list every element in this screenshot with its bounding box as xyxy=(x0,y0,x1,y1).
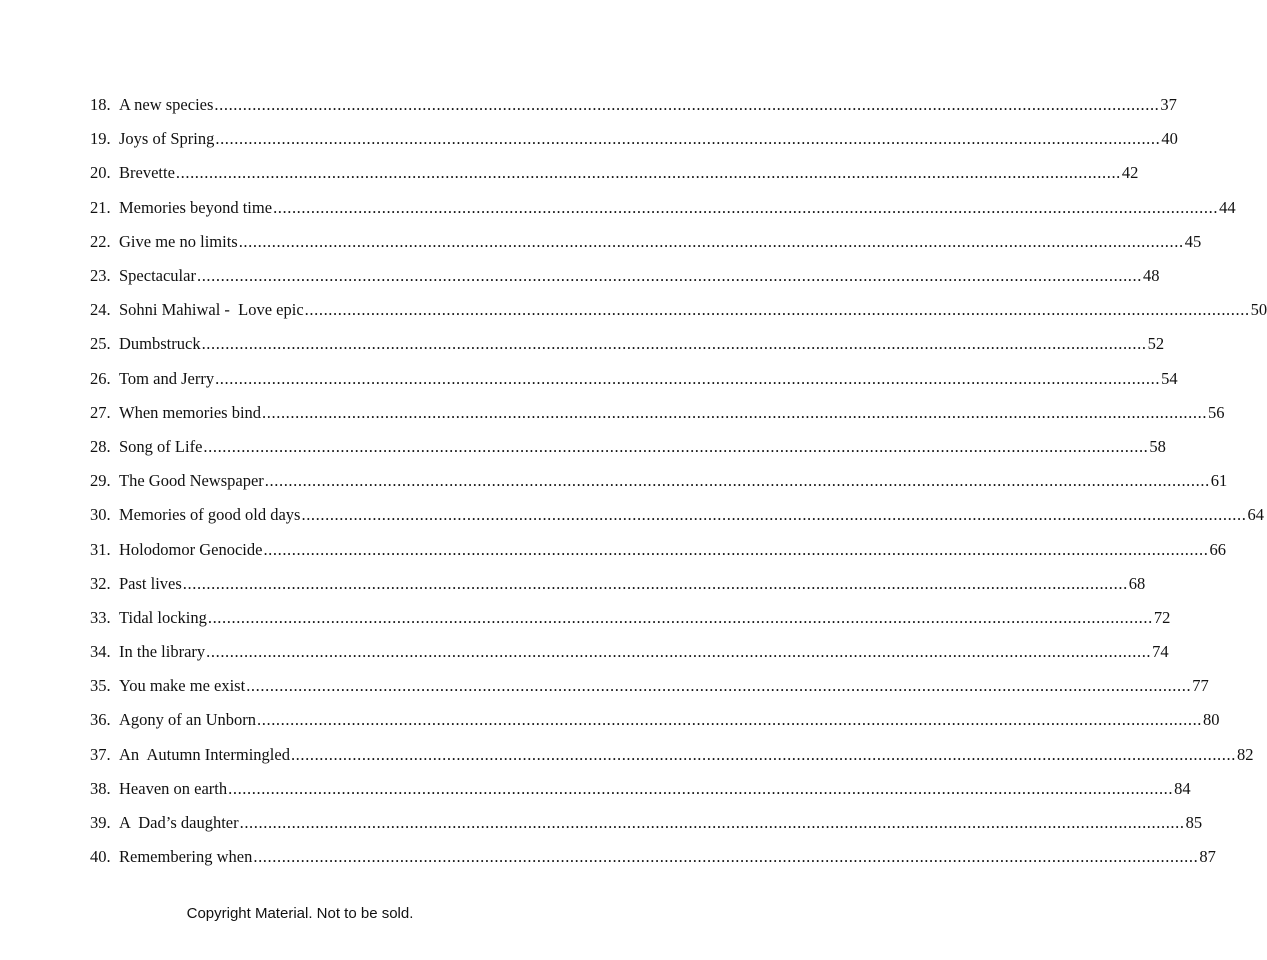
toc-entry xyxy=(90,327,1165,361)
toc-entry-page: 64 xyxy=(1247,505,1264,525)
toc-entry-title: Memories of good old days xyxy=(119,505,301,525)
toc-entry-number: 34. xyxy=(90,642,111,662)
toc-entry-page: 77 xyxy=(1192,676,1209,696)
table-of-contents xyxy=(90,88,1267,874)
toc-entry xyxy=(90,156,1139,190)
toc-dot-leader: ........................................................................................................................................................................................................ xyxy=(201,334,1147,354)
toc-entry-page: 42 xyxy=(1121,163,1139,183)
toc-dot-leader: ........................................................................................................................................................................................................ xyxy=(238,231,1184,251)
toc-entry-page: 45 xyxy=(1184,231,1202,251)
toc-entry-number: 33. xyxy=(90,607,111,627)
toc-dot-leader: ........................................................................................................................................................................................................ xyxy=(228,778,1174,798)
toc-entry-page: 40 xyxy=(1161,129,1178,149)
toc-entry xyxy=(90,738,1254,772)
toc-entry-title: Remembering when xyxy=(119,847,253,867)
toc-entry-number: 28. xyxy=(90,436,111,456)
toc-entry-title: Past lives xyxy=(119,573,182,593)
toc-entry-title: Give me no limits xyxy=(119,231,238,251)
toc-entry-title: The Good Newspaper xyxy=(119,471,264,491)
toc-entry xyxy=(90,191,1236,225)
toc-entry-page: 52 xyxy=(1147,334,1165,354)
toc-dot-leader: ........................................................................................................................................................................................................ xyxy=(290,744,1236,764)
toc-entry-title: When memories bind xyxy=(119,402,262,422)
toc-entry-page: 84 xyxy=(1174,778,1191,798)
toc-entry-title: Memories beyond time xyxy=(119,197,273,217)
toc-entry-page: 54 xyxy=(1161,368,1178,388)
toc-entry-title: Song of Life xyxy=(119,436,203,456)
toc-entry xyxy=(90,635,1169,669)
toc-entry xyxy=(90,498,1264,532)
toc-entry xyxy=(90,293,1267,327)
toc-entry xyxy=(90,88,1177,122)
toc-entry xyxy=(90,601,1171,635)
toc-dot-leader: ........................................................................................................................................................................................................ xyxy=(257,710,1203,730)
toc-entry-number: 30. xyxy=(90,505,111,525)
toc-entry-number: 37. xyxy=(90,744,111,764)
toc-dot-leader: ........................................................................................................................................................................................................ xyxy=(206,642,1152,662)
toc-entry-number: 36. xyxy=(90,710,111,730)
toc-entry-page: 61 xyxy=(1210,471,1228,491)
toc-entry-page: 37 xyxy=(1160,95,1177,115)
toc-entry-number: 26. xyxy=(90,368,111,388)
toc-entry-title: Spectacular xyxy=(119,266,196,286)
toc-entry-page: 44 xyxy=(1219,197,1236,217)
toc-entry xyxy=(90,532,1226,566)
toc-dot-leader: ........................................................................................................................................................................................................ xyxy=(301,505,1247,525)
toc-entry-number: 39. xyxy=(90,813,111,833)
toc-entry-title: A Dad’s daughter xyxy=(119,813,239,833)
toc-entry-page: 72 xyxy=(1153,607,1171,627)
toc-entry-number: 23. xyxy=(90,266,111,286)
toc-entry xyxy=(90,703,1220,737)
toc-entry-number: 19. xyxy=(90,129,111,149)
toc-dot-leader: ........................................................................................................................................................................................................ xyxy=(246,676,1192,696)
toc-entry-page: 74 xyxy=(1152,642,1169,662)
toc-entry-title: Tom and Jerry xyxy=(119,368,215,388)
toc-dot-leader: ........................................................................................................................................................................................................ xyxy=(304,300,1250,320)
toc-entry-title: Sohni Mahiwal - Love epic xyxy=(119,300,304,320)
toc-dot-leader: ........................................................................................................................................................................................................ xyxy=(215,368,1161,388)
toc-entry-page: 58 xyxy=(1149,436,1166,456)
toc-entry xyxy=(90,396,1225,430)
toc-entry xyxy=(90,464,1228,498)
toc-entry-page: 66 xyxy=(1209,539,1226,559)
toc-entry xyxy=(90,806,1203,840)
toc-entry-number: 35. xyxy=(90,676,111,696)
toc-dot-leader: ........................................................................................................................................................................................................ xyxy=(264,471,1210,491)
toc-dot-leader: ........................................................................................................................................................................................................ xyxy=(203,436,1149,456)
toc-entry-title: Tidal locking xyxy=(119,607,207,627)
toc-entry xyxy=(90,430,1166,464)
toc-dot-leader: ........................................................................................................................................................................................................ xyxy=(214,95,1160,115)
copyright-footer: Copyright Material. Not to be sold. xyxy=(186,905,414,922)
toc-entry-title: Holodomor Genocide xyxy=(119,539,263,559)
toc-entry-page: 50 xyxy=(1250,300,1267,320)
toc-entry-number: 31. xyxy=(90,539,111,559)
toc-entry xyxy=(90,122,1178,156)
toc-entry-title: An Autumn Intermingled xyxy=(119,744,290,764)
toc-entry xyxy=(90,669,1209,703)
toc-entry-title: You make me exist xyxy=(119,676,246,696)
toc-entry xyxy=(90,772,1191,806)
toc-entry-number: 20. xyxy=(90,163,111,183)
toc-entry xyxy=(90,259,1160,293)
toc-entry-number: 38. xyxy=(90,778,111,798)
toc-dot-leader: ........................................................................................................................................................................................................ xyxy=(215,129,1161,149)
toc-dot-leader: ........................................................................................................................................................................................................ xyxy=(273,197,1219,217)
toc-entry xyxy=(90,840,1216,874)
toc-entry-number: 29. xyxy=(90,471,111,491)
toc-entry-title: Joys of Spring xyxy=(119,129,215,149)
toc-entry-page: 87 xyxy=(1199,847,1216,867)
toc-entry-page: 68 xyxy=(1128,573,1146,593)
toc-dot-leader: ........................................................................................................................................................................................................ xyxy=(196,266,1142,286)
toc-entry-title: Brevette xyxy=(119,163,175,183)
toc-entry-number: 21. xyxy=(90,197,111,217)
toc-entry-title: In the library xyxy=(119,642,206,662)
toc-dot-leader: ........................................................................................................................................................................................................ xyxy=(182,573,1128,593)
toc-entry-number: 25. xyxy=(90,334,111,354)
toc-dot-leader: ........................................................................................................................................................................................................ xyxy=(253,847,1199,867)
toc-dot-leader: ........................................................................................................................................................................................................ xyxy=(207,607,1153,627)
toc-dot-leader: ........................................................................................................................................................................................................ xyxy=(262,402,1208,422)
toc-entry-page: 85 xyxy=(1185,813,1203,833)
toc-entry-number: 40. xyxy=(90,847,111,867)
toc-entry-title: A new species xyxy=(119,95,214,115)
toc-entry-page: 82 xyxy=(1236,744,1254,764)
toc-entry-number: 24. xyxy=(90,300,111,320)
toc-entry-number: 27. xyxy=(90,402,111,422)
toc-dot-leader: ........................................................................................................................................................................................................ xyxy=(263,539,1209,559)
toc-entry xyxy=(90,362,1178,396)
toc-dot-leader: ........................................................................................................................................................................................................ xyxy=(239,813,1185,833)
toc-entry-number: 22. xyxy=(90,231,111,251)
toc-entry-number: 32. xyxy=(90,573,111,593)
toc-dot-leader: ........................................................................................................................................................................................................ xyxy=(175,163,1121,183)
toc-entry-page: 56 xyxy=(1208,402,1225,422)
toc-entry-title: Heaven on earth xyxy=(119,778,228,798)
toc-entry xyxy=(90,567,1146,601)
toc-entry-title: Agony of an Unborn xyxy=(119,710,257,730)
toc-entry-page: 48 xyxy=(1142,266,1160,286)
toc-entry-number: 18. xyxy=(90,95,111,115)
toc-entry xyxy=(90,225,1202,259)
toc-entry-title: Dumbstruck xyxy=(119,334,201,354)
toc-entry-page: 80 xyxy=(1203,710,1220,730)
